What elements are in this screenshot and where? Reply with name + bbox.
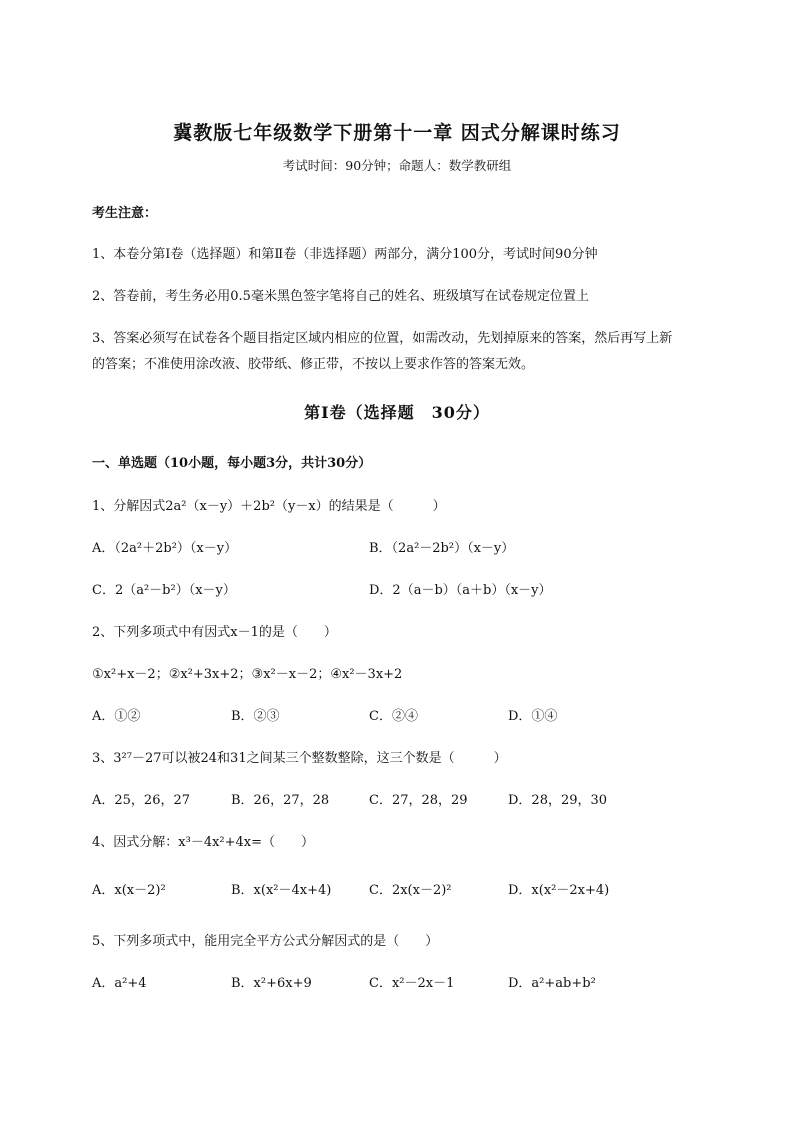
question-5-stem: 5、下列多项式中，能用完全平方公式分解因式的是（ ） [92, 934, 439, 949]
question-2-option-c: C．②④ [369, 709, 418, 724]
part-heading: 一、单选题（10小题，每小题3分，共计30分） [92, 456, 372, 471]
question-3-option-a: A．25，26，27 [92, 793, 191, 808]
question-4-stem: 4、因式分解：x³－4x²+4x=（ ） [92, 835, 315, 850]
question-3-option-d: D．28，29，30 [508, 793, 608, 808]
question-3-option-b: B．26，27，28 [231, 793, 330, 808]
question-1-option-a: A．（2a²＋2b²）（x－y） [92, 541, 238, 556]
document-title: 冀教版七年级数学下册第十一章 因式分解课时练习 [173, 122, 621, 144]
question-1-option-d: D．2（a－b）（a＋b）（x－y） [369, 583, 552, 598]
question-1-option-c: C．2（a²－b²）（x－y） [92, 583, 236, 598]
question-2-option-d: D．①④ [508, 709, 558, 724]
question-4-option-a: A．x(x－2)² [92, 883, 166, 898]
question-2-option-a: A．①② [92, 709, 141, 724]
question-1-option-b: B．（2a²－2b²）（x－y） [369, 541, 515, 556]
question-4-option-b: B．x(x²－4x+4) [231, 883, 332, 898]
notice-item-3: 3、答案必须写在试卷各个题目指定区域内相应的位置，如需改动，先划掉原来的答案，然后再写上新 [92, 331, 673, 346]
question-4-option-c: C．2x(x－2)² [369, 883, 452, 898]
notice-heading: 考生注意： [92, 206, 158, 221]
question-2-expressions: ①x²+x－2；②x²+3x+2；③x²－x－2；④x²－3x+2 [92, 667, 403, 682]
question-1-stem: 1、分解因式2a²（x－y）＋2b²（y－x）的结果是（ ） [92, 499, 446, 514]
question-5-option-c: C．x²－2x－1 [369, 976, 455, 991]
question-2-stem: 2、下列多项式中有因式x－1的是（ ） [92, 625, 337, 640]
question-4-option-d: D．x(x²－2x+4) [508, 883, 610, 898]
question-3-stem: 3、3²⁷－27可以被24和31之间某三个整数整除，这三个数是（ ） [92, 751, 507, 766]
question-2-option-b: B．②③ [231, 709, 280, 724]
question-5-option-a: A．a²+4 [92, 976, 147, 991]
notice-item-1: 1、本卷分第I卷（选择题）和第Ⅱ卷（非选择题）两部分，满分100分，考试时间90分钟 [92, 247, 598, 262]
question-5-option-b: B．x²+6x+9 [231, 976, 312, 991]
section-title: 第I卷（选择题 30分） [304, 403, 490, 422]
notice-item-3-continued: 的答案；不准使用涂改液、胶带纸、修正带，不按以上要求作答的答案无效。 [92, 357, 535, 372]
document-subtitle: 考试时间：90分钟；命题人：数学教研组 [282, 158, 512, 173]
question-5-option-d: D．a²+ab+b² [508, 976, 596, 991]
question-3-option-c: C．27，28，29 [369, 793, 468, 808]
notice-item-2: 2、答卷前，考生务必用0.5毫米黑色签字笔将自己的姓名、班级填写在试卷规定位置上 [92, 289, 589, 304]
